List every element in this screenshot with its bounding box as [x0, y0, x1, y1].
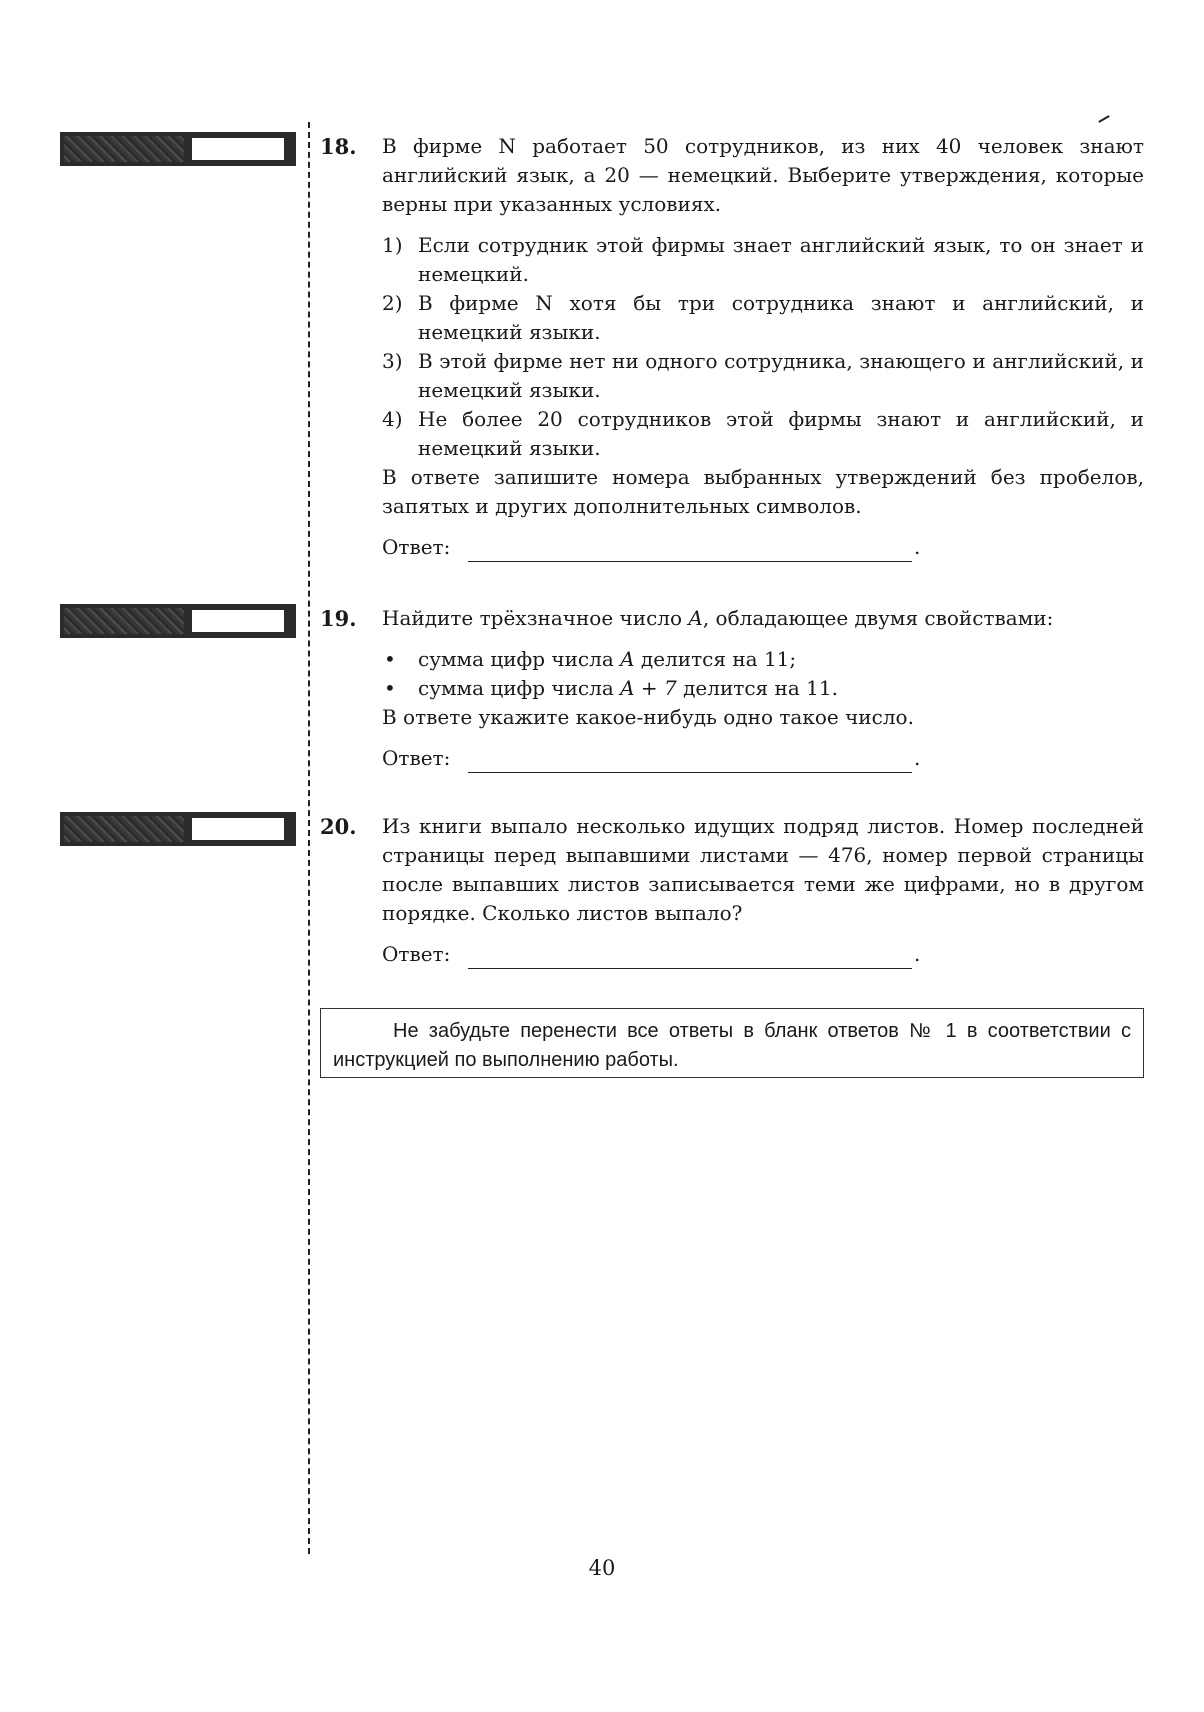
- pen-tick-mark: [1098, 115, 1109, 123]
- task-note: В ответе укажите какое-нибудь одно такое число.: [382, 705, 914, 729]
- bullet-dot: •: [384, 647, 396, 671]
- task-intro: В фирме N работает 50 сотрудников, из них 40 человек знают английский язык, а 20 — немецкий. Выберите утверждения, которые верны при указанных условиях.: [382, 134, 1144, 216]
- answer-field[interactable]: [468, 946, 912, 969]
- bullet-item: • сумма цифр числа A + 7 делится на 11.: [382, 674, 1144, 703]
- option-text: Не более 20 сотрудников этой фирмы знают и английский, и немецкий языки.: [418, 407, 1144, 460]
- task-20-score-box: [60, 812, 296, 846]
- bullet-item: • сумма цифр числа A делится на 11;: [382, 645, 1144, 674]
- answer-field[interactable]: [468, 539, 912, 562]
- answer-label: Ответ:: [382, 535, 451, 559]
- score-box-texture: [64, 816, 184, 842]
- answer-period: .: [914, 942, 921, 966]
- answer-row: [382, 533, 1144, 562]
- score-box-field[interactable]: [192, 138, 284, 160]
- option-number: 2): [382, 291, 403, 315]
- page-number: 40: [588, 1556, 616, 1580]
- task-note: В ответе запишите номера выбранных утверждений без пробелов, запятых и других дополнительных символов.: [382, 465, 1144, 518]
- task-18-score-box: [60, 132, 296, 166]
- reminder-box: Не забудьте перенести все ответы в бланк ответов № 1 в соответствии с инструкцией по выполнению работы.: [320, 1008, 1144, 1078]
- option-number: 3): [382, 349, 403, 373]
- option-item: [382, 231, 1144, 289]
- bullet-list: [382, 645, 1144, 703]
- option-text: В этой фирме нет ни одного сотрудника, знающего и английский, и немецкий языки.: [418, 349, 1144, 402]
- option-list: [382, 231, 1144, 463]
- task-19: [320, 604, 1144, 773]
- task-19-score-box: [60, 604, 296, 638]
- score-box-texture: [64, 136, 184, 162]
- task-number: 18.: [320, 134, 357, 159]
- option-number: 1): [382, 233, 403, 257]
- option-item: [382, 347, 1144, 405]
- option-number: 4): [382, 407, 403, 431]
- answer-label: Ответ:: [382, 942, 451, 966]
- option-text: В фирме N хотя бы три сотрудника знают и английский, и немецкий языки.: [418, 291, 1144, 344]
- option-text: Если сотрудник этой фирмы знает английский язык, то он знает и немецкий.: [418, 233, 1144, 286]
- answer-row: [382, 940, 1144, 969]
- option-item: [382, 289, 1144, 347]
- task-number: 19.: [320, 606, 357, 631]
- task-18: [320, 132, 1144, 562]
- answer-label: Ответ:: [382, 746, 451, 770]
- answer-field[interactable]: [468, 750, 912, 773]
- margin-cut-line: [308, 122, 310, 1554]
- answer-period: .: [914, 535, 921, 559]
- option-item: [382, 405, 1144, 463]
- answer-period: .: [914, 746, 921, 770]
- task-20: [320, 812, 1144, 969]
- task-intro: Из книги выпало несколько идущих подряд листов. Номер последней страницы перед выпавшими листами — 476, номер первой страницы после выпавших листов записывается теми же цифрами, но в другом порядке. Сколько листов выпало?: [382, 814, 1144, 925]
- bullet-dot: •: [384, 676, 396, 700]
- answer-row: [382, 744, 1144, 773]
- task-intro: Найдите трёхзначное число A, обладающее двумя свойствами:: [382, 606, 1054, 630]
- task-number: 20.: [320, 814, 357, 839]
- score-box-texture: [64, 608, 184, 634]
- score-box-field[interactable]: [192, 610, 284, 632]
- score-box-field[interactable]: [192, 818, 284, 840]
